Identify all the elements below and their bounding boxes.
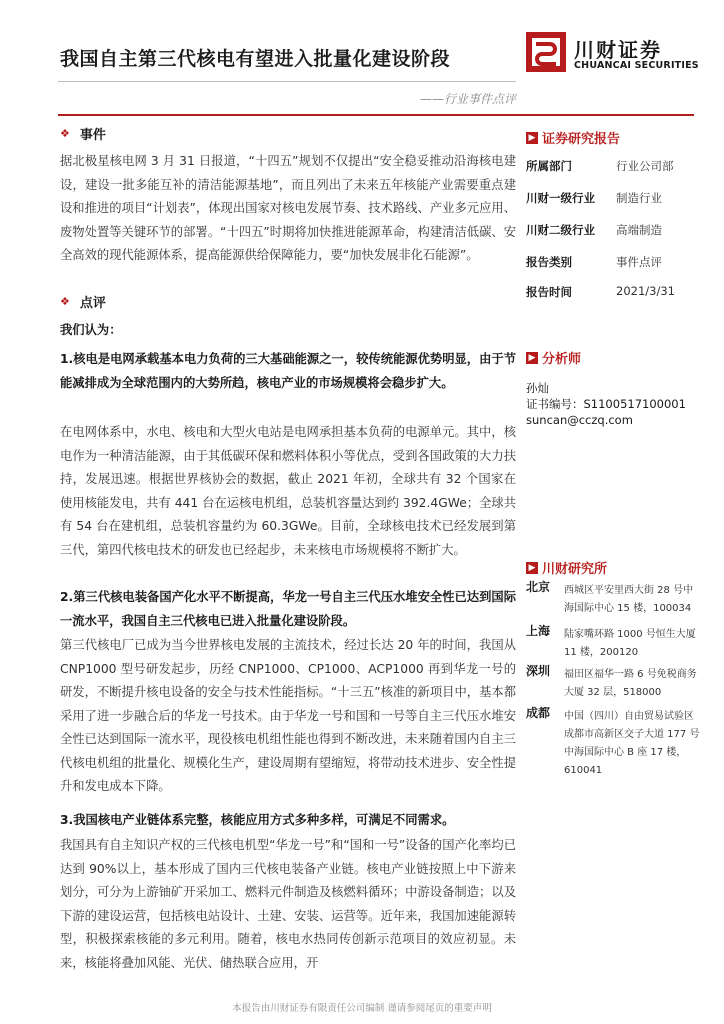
page-footer: 本报告由川财证券有限责任公司编制 谨请参阅尾页的重要声明 <box>232 1003 492 1014</box>
logo-text-en: CHUANCAI SECURITIES <box>574 60 699 71</box>
office-address: 陆家嘴环路 1000 号恒生大厦 11 楼，200120 <box>564 629 696 658</box>
point-1-body: 在电网体系中，水电、核电和大型火电站是电网承担基本负荷的电源单元。其中，核电作为一种清洁能源，由于其低碳环保和燃料体积小等优点，受到各国政策的大力扶持，发展迅速。根据世界核协会的数据，截止 2021 年初，全球共有 32 个国家在使用核能发电，共有 441 台在运核电机组，总装机容量达到约 392.4GWe；全球共有 54 台在建机组，总装机容量约为 60.3GWe。目前，全球核电技术已经发展到第三代，第四代核电技术的研发也已经起步，未来核电市场规模将不断扩大。 <box>60 425 516 557</box>
institute-heading-label: 川财研究所 <box>542 562 608 577</box>
office-city: 深圳 <box>526 664 551 678</box>
event-paragraph: 据北极星核电网 3 月 31 日报道，“十四五”规划不仅提出“安全稳妥推动沿海核电建设，建设一批多能互补的清洁能源基地”，而且列出了未来五年核能产业需要重点建设和推进的项目“计划表”，体现出国家对核电发展节奏、技术路线、产业多元应用、废物处置等关键环节的部署。“十四五”时期将加快推进能源革命，构建清洁低碳、安全高效的现代能源体系，提高能源供给保障能力，要“加快发展非化石能源”。 <box>60 154 516 262</box>
analyst-heading <box>526 348 581 367</box>
office-city: 成都 <box>526 706 551 720</box>
point-2-title: 2.第三代核电装备国产化水平不断提高，华龙一号自主三代压水堆安全性已达到国际一流水平，我国自主三代核电已进入批量化建设阶段。 <box>60 590 516 628</box>
office-address: 中国（四川）自由贸易试验区成都市高新区交子大道 177 号中海国际中心 B 座 17 楼，610041 <box>564 711 700 776</box>
logo-mark-icon <box>526 32 566 72</box>
point-2-body: 第三代核电厂已成为当今世界核电发展的主流技术，经过长达 20 年的时间，我国从 CNP1000 型号研发起步，历经 CNP1000、CP1000、ACP1000 再到华龙一号的研发，不断提升核电设备的安全与技术性能指标。“十三五”核准的新项目中，基本都采用了进一步融合后的华龙一号技术。由于华龙一号和国和一号等自主三代压水堆安全性已达到国际一流水平，现役核电机组性能也得到不断改进，未来随着国内自主三代核电机组的批量化、规模化生产，建设周期有望缩短，将带动技术进步、安全性提升和发电成本下降。 <box>60 638 516 793</box>
info-row <box>526 254 698 270</box>
heading-marker-icon: ▶ <box>526 352 538 364</box>
office-city: 北京 <box>526 580 551 594</box>
heading-marker-icon: ▶ <box>526 132 538 144</box>
info-value: 高端制造 <box>616 223 662 237</box>
info-row <box>526 158 698 174</box>
office-address: 西城区平安里西大街 28 号中海国际中心 15 楼，100034 <box>564 585 694 614</box>
analyst-heading-label: 分析师 <box>542 352 582 367</box>
point-3-title: 3.我国核电产业链体系完整，核能应用方式多种多样，可满足不同需求。 <box>60 813 455 827</box>
point-1-title: 1.核电是电网承载基本电力负荷的三大基础能源之一，较传统能源优势明显，由于节能减排成为全球范围内的大势所趋，核电产业的市场规模将会稳步扩大。 <box>60 352 516 390</box>
comment-lead: 我们认为： <box>60 323 122 337</box>
heading-marker-icon: ▶ <box>526 562 538 574</box>
point-3-body: 我国具有自主知识产权的三代核电机型“华龙一号”和“国和一号”设备的国产化率均已达到 90%以上，基本形成了国内三代核电装备产业链。核电产业链按照上中下游来划分，可分为上游铀矿开采加工、燃料元件制造及核燃料循环；中游设备制造；以及下游的建设运营，包括核电站设计、土建、安装、运营等。近年来，我国加速能源转型，积极探索核能的多元利用。随着，核电水热同传创新示范项目的效应初显。未来，核能将叠加风能、光伏、储热联合应用，开 <box>60 838 516 970</box>
info-value: 事件点评 <box>616 255 662 269</box>
info-label: 所属部门 <box>526 159 572 173</box>
event-heading <box>60 124 106 143</box>
logo-text-cn: 川财证券 <box>574 38 662 62</box>
comment-heading <box>60 292 106 311</box>
info-label: 川财二级行业 <box>526 223 595 237</box>
report-subtitle: ——行业事件点评 <box>419 92 516 106</box>
info-value: 2021/3/31 <box>616 284 675 298</box>
diamond-bullet-icon: ❖ <box>60 295 70 308</box>
info-value: 制造行业 <box>616 191 662 205</box>
institute-heading <box>526 558 607 577</box>
report-title: 我国自主第三代核电有望进入批量化建设阶段 <box>60 48 451 70</box>
comment-heading-label: 点评 <box>79 296 106 311</box>
info-value: 行业公司部 <box>616 159 674 173</box>
header-divider <box>58 114 694 116</box>
info-row <box>526 222 698 238</box>
info-row <box>526 190 698 206</box>
report-info-heading <box>526 128 620 147</box>
info-row <box>526 284 698 300</box>
analyst-license: 证书编号：S1100517100001 <box>526 397 686 411</box>
info-label: 报告类别 <box>526 255 572 269</box>
report-info-heading-label: 证券研究报告 <box>542 132 621 147</box>
diamond-bullet-icon: ❖ <box>60 127 70 140</box>
analyst-name: 孙灿 <box>526 381 549 395</box>
info-label: 报告时间 <box>526 285 572 299</box>
title-divider <box>58 81 516 82</box>
company-logo <box>526 32 698 76</box>
office-address: 福田区福华一路 6 号免税商务大厦 32 层，518000 <box>564 669 697 698</box>
info-label: 川财一级行业 <box>526 191 595 205</box>
office-city: 上海 <box>526 624 551 638</box>
event-heading-label: 事件 <box>79 128 106 143</box>
analyst-email[interactable]: suncan@cczq.com <box>526 413 633 427</box>
